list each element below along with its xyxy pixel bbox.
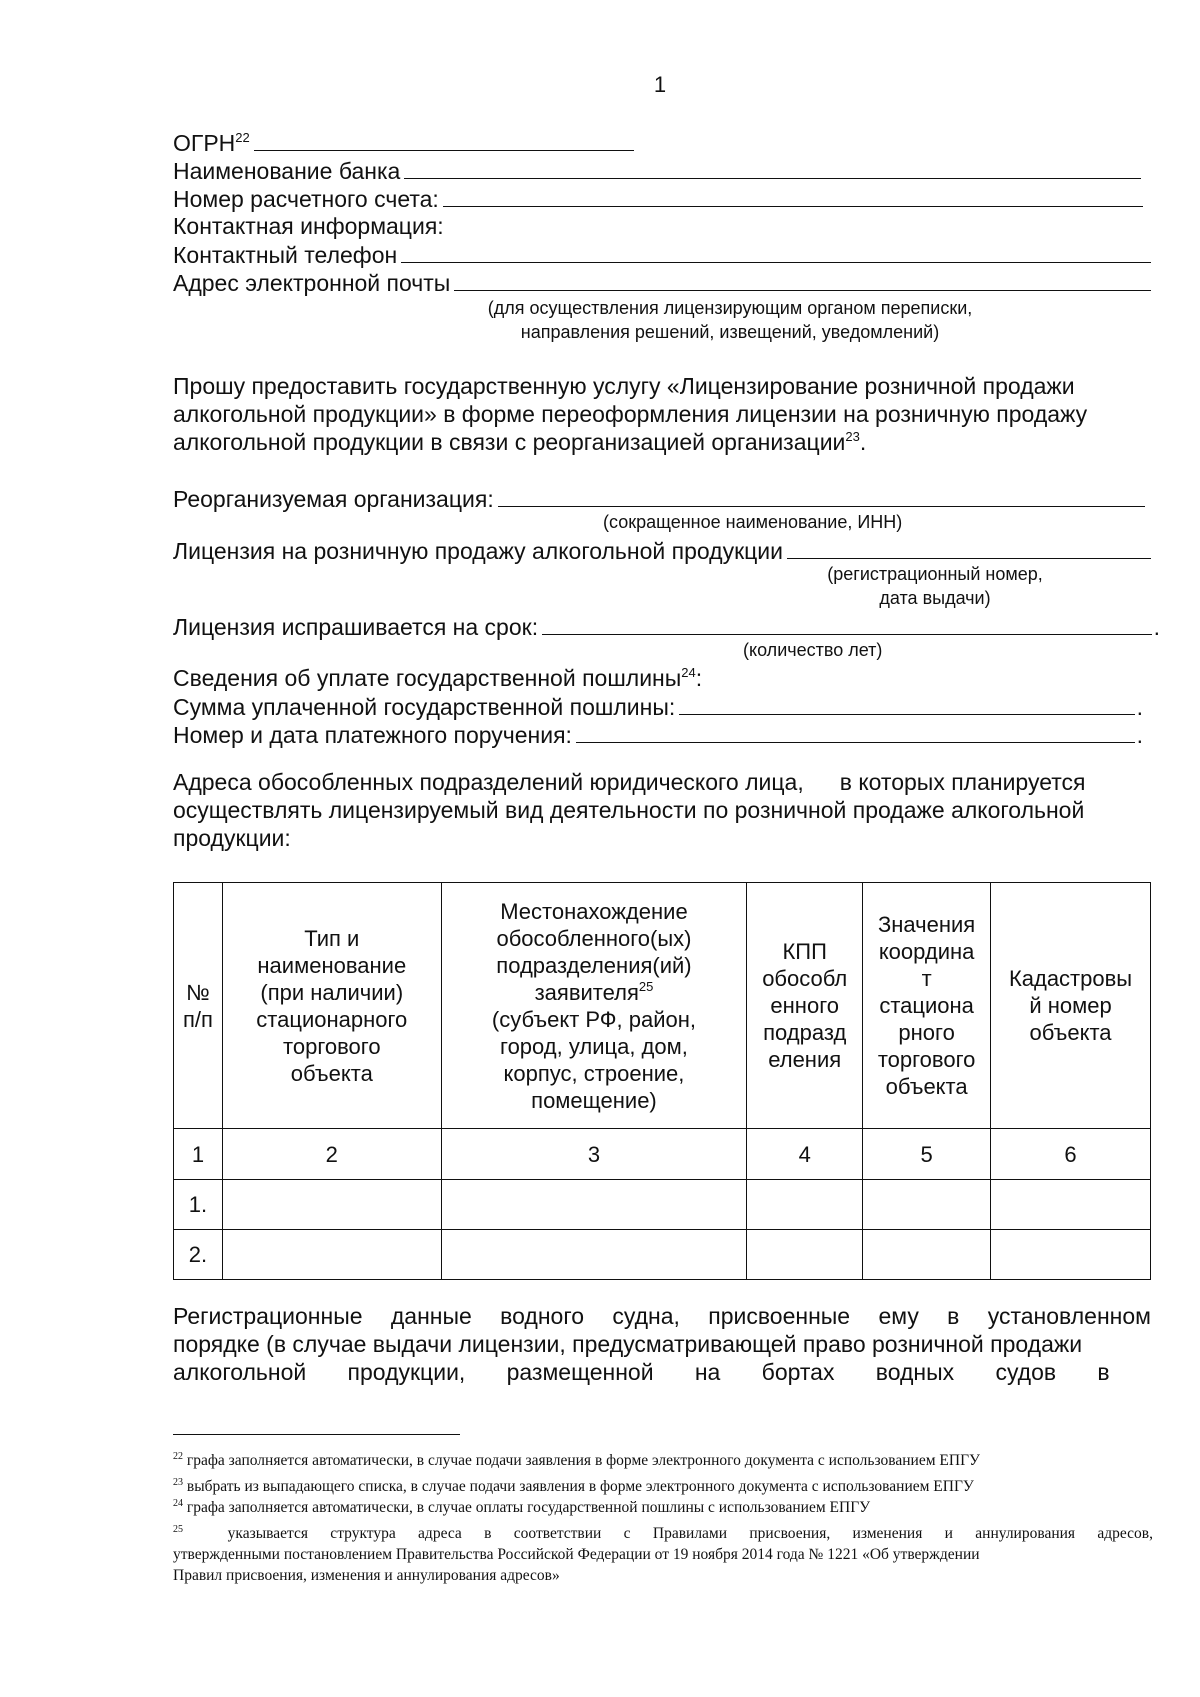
license-label: Лицензия на розничную продажу алкогольной продукции (173, 538, 784, 564)
row-number: 2. (174, 1230, 223, 1280)
license-term-field (173, 612, 1160, 641)
footnote-ref-25: 25 (638, 978, 654, 994)
contact-info-field (173, 212, 444, 240)
header-cadastral-number: Кадастровы й номер объекта (991, 883, 1151, 1129)
period: . (1153, 614, 1160, 640)
payment-order-field (173, 720, 1143, 749)
text-line: Регистрационные данные водного судна, присвоенные ему в установленном (173, 1303, 1151, 1329)
table-cell[interactable] (222, 1180, 441, 1230)
subdivisions-table (173, 882, 1151, 1280)
table-cell[interactable] (991, 1230, 1151, 1280)
text-line: осуществлять лицензируемый вид деятельности по розничной продаже алкогольной (173, 797, 1085, 823)
license-term-hint: (количество лет) (743, 640, 883, 660)
license-hint-line: (регистрационный номер, (827, 564, 1043, 584)
header-number: № п/п (174, 883, 223, 1129)
text-line: порядке (в случае выдачи лицензии, предусматривающей право розничной продажи (173, 1331, 1083, 1357)
column-number: 3 (441, 1129, 747, 1180)
license-term-label: Лицензия испрашивается на срок: (173, 614, 539, 640)
license-hint-line: дата выдачи) (879, 588, 991, 608)
vessel-paragraph (173, 1302, 1153, 1386)
addresses-paragraph (173, 768, 1153, 852)
footnote-23: $^{23}$ выбрать из выпадающего списка, в случае подачи заявления в форме электронного документа с использованием ЕПГУ (173, 1477, 974, 1495)
license-hint (810, 562, 1060, 610)
header-object-type-name: Тип и наименование (при наличии) стационарного торгового объекта (222, 883, 441, 1129)
text-line: алкогольной продукции» в форме переоформления лицензии на розничную продажу (173, 401, 1088, 427)
phone-label: Контактный телефон (173, 242, 398, 268)
email-label: Адрес электронной почты (173, 270, 451, 296)
ogrn-input-line[interactable] (254, 128, 634, 151)
bank-name-field (173, 156, 1141, 185)
column-number: 5 (863, 1129, 991, 1180)
table-cell[interactable] (863, 1230, 991, 1280)
text-line: Прошу предоставить государственную услугу «Лицензирование розничной продажи (173, 373, 1075, 399)
column-number: 4 (747, 1129, 863, 1180)
header-kpp: КПП обособл енного подразд еления (747, 883, 863, 1129)
column-number: 6 (991, 1129, 1151, 1180)
footnote-ref-24: 24 (681, 665, 696, 680)
email-input-line[interactable] (454, 268, 1151, 291)
fee-sum-field (173, 692, 1143, 721)
email-hint (470, 296, 990, 344)
header-coordinates: Значения координа т стациона рного торгового объекта (863, 883, 991, 1129)
email-hint-line: направления решений, извещений, уведомлений) (520, 322, 940, 342)
column-number: 2 (222, 1129, 441, 1180)
period: . (1136, 722, 1143, 748)
period: . (1136, 694, 1143, 720)
header-location: Местонахождение обособленного(ых) подразделения(ий) заявителя$^{25}$ (субъект РФ, район, город, улица, дом, корпус, строение, помещение) (441, 883, 747, 1129)
phone-input-line[interactable] (401, 240, 1151, 263)
reorganized-org-field (173, 484, 1145, 513)
table-column-numbers-row (174, 1129, 1151, 1180)
table-row (174, 1180, 1151, 1230)
footnote-25: $^{25}$ указывается структура адреса в соответствии с Правилами присвоения, изменения и аннулирования адресов, утвержденными постановлением Правительства Российской Федерации от 19 ноября 2014 года № 1221 «Об утверждении Правил присвоения, изменения и аннулирования адресов» (173, 1524, 1153, 1584)
account-number-input-line[interactable] (443, 184, 1143, 207)
table-cell[interactable] (991, 1180, 1151, 1230)
fee-sum-input-line[interactable] (679, 692, 1134, 715)
reorganized-org-label: Реорганизуемая организация: (173, 486, 494, 512)
table-cell[interactable] (863, 1180, 991, 1230)
table-header-row (174, 883, 1151, 1129)
footnote-22: $^{22}$ графа заполняется автоматически, в случае подачи заявления в форме электронного документа с использованием ЕПГУ (173, 1451, 981, 1469)
phone-field (173, 240, 1151, 269)
ogrn-field (173, 128, 634, 157)
table-cell[interactable] (747, 1230, 863, 1280)
reorganized-org-hint: (сокращенное наименование, ИНН) (603, 512, 903, 532)
footnote-24: $^{24}$ графа заполняется автоматически, в случае оплаты государственной пошлины с использованием ЕПГУ (173, 1498, 871, 1516)
text-line: алкогольной продукции, размещенной на бортах водных судов в (173, 1359, 1110, 1385)
footnote-ref-22: 22 (235, 130, 250, 145)
reorganized-org-input-line[interactable] (498, 484, 1145, 507)
ogrn-label: ОГРН$^{22}$ (173, 130, 250, 156)
request-paragraph (173, 372, 1153, 456)
fee-sum-label: Сумма уплаченной государственной пошлины: (173, 694, 676, 720)
account-number-label: Номер расчетного счета: (173, 186, 439, 212)
table-cell[interactable] (441, 1230, 747, 1280)
table-cell[interactable] (222, 1230, 441, 1280)
footnote-separator (173, 1434, 460, 1435)
bank-name-label: Наименование банка (173, 158, 401, 184)
license-term-input-line[interactable] (542, 612, 1152, 635)
license-field (173, 536, 1151, 565)
bank-name-input-line[interactable] (404, 156, 1141, 179)
table-cell[interactable] (441, 1180, 747, 1230)
payment-order-label: Номер и дата платежного поручения: (173, 722, 572, 748)
table-cell[interactable] (747, 1180, 863, 1230)
contact-info-label: Контактная информация: (173, 213, 444, 239)
text-line: Адреса обособленных подразделений юридического лица, в которых планируется (173, 769, 1086, 795)
email-field (173, 268, 1151, 297)
footnote-ref-23: 23 (845, 429, 860, 444)
row-number: 1. (174, 1180, 223, 1230)
email-hint-line: (для осуществления лицензирующим органом переписки, (487, 298, 973, 318)
text-line: алкогольной продукции в связи с реорганизацией организации$^{23}$. (173, 429, 867, 455)
fee-info-label: Сведения об уплате государственной пошлины$^{24}$: (173, 665, 703, 691)
text-line: продукции: (173, 825, 291, 851)
table-row (174, 1230, 1151, 1280)
payment-order-input-line[interactable] (576, 720, 1135, 743)
column-number: 1 (174, 1129, 223, 1180)
account-number-field (173, 184, 1143, 213)
page-number: 1 (653, 72, 667, 97)
license-input-line[interactable] (787, 536, 1151, 559)
